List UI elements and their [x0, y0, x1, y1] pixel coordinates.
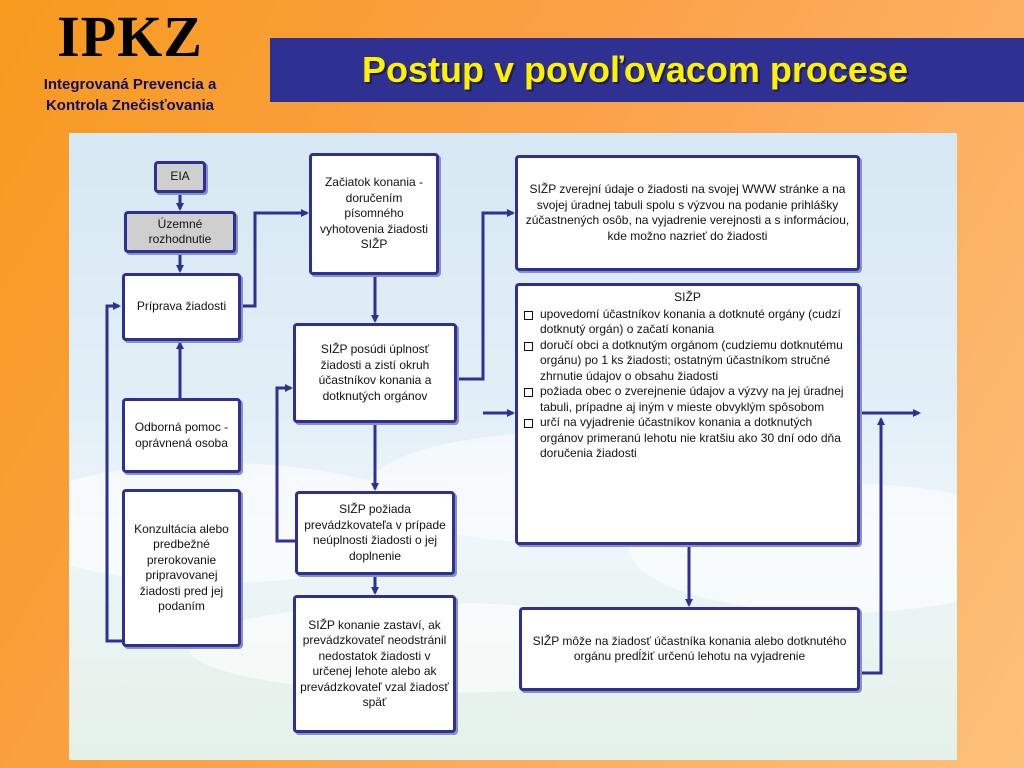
- box-konanie-zastavi: [293, 595, 456, 733]
- box-eia: [154, 161, 206, 193]
- box-posudi-uplnost-label: SIŽP posúdi úplnosť žiadosti a zistí okruh účastníkov konania a dotknutých orgánov: [318, 342, 432, 403]
- box-poziada-doplnenie-label: SIŽP požiada prevádzkovateľa v prípade neúplnosti žiadosti o jej doplnenie: [304, 502, 446, 563]
- list-item: požiada obec o zverejnenie údajov a výzvy na jej úradnej tabuli, prípadne aj iným v mieste obvyklým spôsobom: [524, 384, 851, 415]
- arrow-priprava-to-zaciatok: [241, 213, 307, 306]
- box-poziada-doplnenie: [295, 491, 455, 575]
- box-sizp-kroky-head: SIŽP: [674, 290, 701, 304]
- arrow-konzultacia-to-priprava: [107, 306, 122, 641]
- title-bar: [270, 38, 1024, 102]
- box-konzultacia: [122, 489, 241, 647]
- logo-text: IPKZ: [57, 4, 203, 69]
- box-uzemne-rozhodnutie-label: Územné rozhodnutie: [148, 216, 212, 246]
- list-item: upovedomí účastníkov konania a dotknuté orgány (cudzí dotknutý orgán) o začatí konania: [524, 307, 851, 338]
- box-konzultacia-label: Konzultácia alebo predbežné prerokovanie pripravovanej žiadosti pred jej podaním: [134, 521, 229, 613]
- box-zverejni-udaje-label: SIŽP zverejní údaje o žiadosti na svojej WWW stránke a na svojej úradnej tabuli spolu s výzvou na podanie prihlášky zúčastnených osôb, na vyjadrenie verejnosti a s informáciou, kde možno nazrieť do žiadosti: [525, 182, 850, 243]
- arrow-posudi-to-zverejni: [457, 213, 513, 379]
- box-odborna-pomoc-label: Odborná pomoc - oprávnená osoba: [134, 420, 229, 450]
- box-sizp-kroky: [515, 283, 860, 545]
- flowchart-panel: [69, 133, 957, 760]
- logo-subtitle-line-2: Kontrola Znečisťovania: [45, 97, 215, 114]
- arrow-predlzit-to-output: [860, 419, 881, 673]
- logo-subtitle: [6, 74, 254, 116]
- box-odborna-pomoc: [122, 398, 241, 473]
- box-predlzit-lehotu: [519, 607, 860, 691]
- list-item: doručí obci a dotknutým orgánom (cudziemu dotknutému orgánu) po 1 ks žiadosti; ostatným účastníkom stručné zhrnutie údajov o obsahu žiadosti: [524, 338, 851, 385]
- slide-title: Postup v povoľovacom procese: [361, 49, 908, 90]
- box-zverejni-udaje: [515, 155, 860, 271]
- box-eia-label: EIA: [170, 169, 190, 184]
- box-priprava-ziadosti-label: Príprava žiadosti: [136, 299, 227, 314]
- box-uzemne-rozhodnutie: [124, 211, 236, 253]
- box-konanie-zastavi-label: SIŽP konanie zastaví, ak prevádzkovateľ neodstránil nedostatok žiadosti v určenej lehote alebo ak prevádzkovateľ vzal žiadosť späť: [300, 617, 449, 709]
- logo-subtitle-line-1: Integrovaná Prevencia a: [43, 76, 217, 93]
- box-zaciatok-konania-label: Začiatok konania - doručením písomného vyhotovenia žiadosti SIŽP: [319, 175, 429, 252]
- sizp-kroky-list: [524, 307, 851, 462]
- box-predlzit-lehotu-label: SIŽP môže na žiadosť účastníka konania alebo dotknutého orgánu predĺžiť určenú lehotu na vyjadrenie: [532, 633, 847, 663]
- box-priprava-ziadosti: [122, 273, 241, 341]
- list-item: určí na vyjadrenie účastníkov konania a dotknutých orgánov primeranú lehotu nie kratšiu ako 30 dní odo dňa doručenia žiadosti: [524, 415, 851, 462]
- box-zaciatok-konania: [309, 153, 439, 275]
- box-posudi-uplnost: [293, 323, 457, 423]
